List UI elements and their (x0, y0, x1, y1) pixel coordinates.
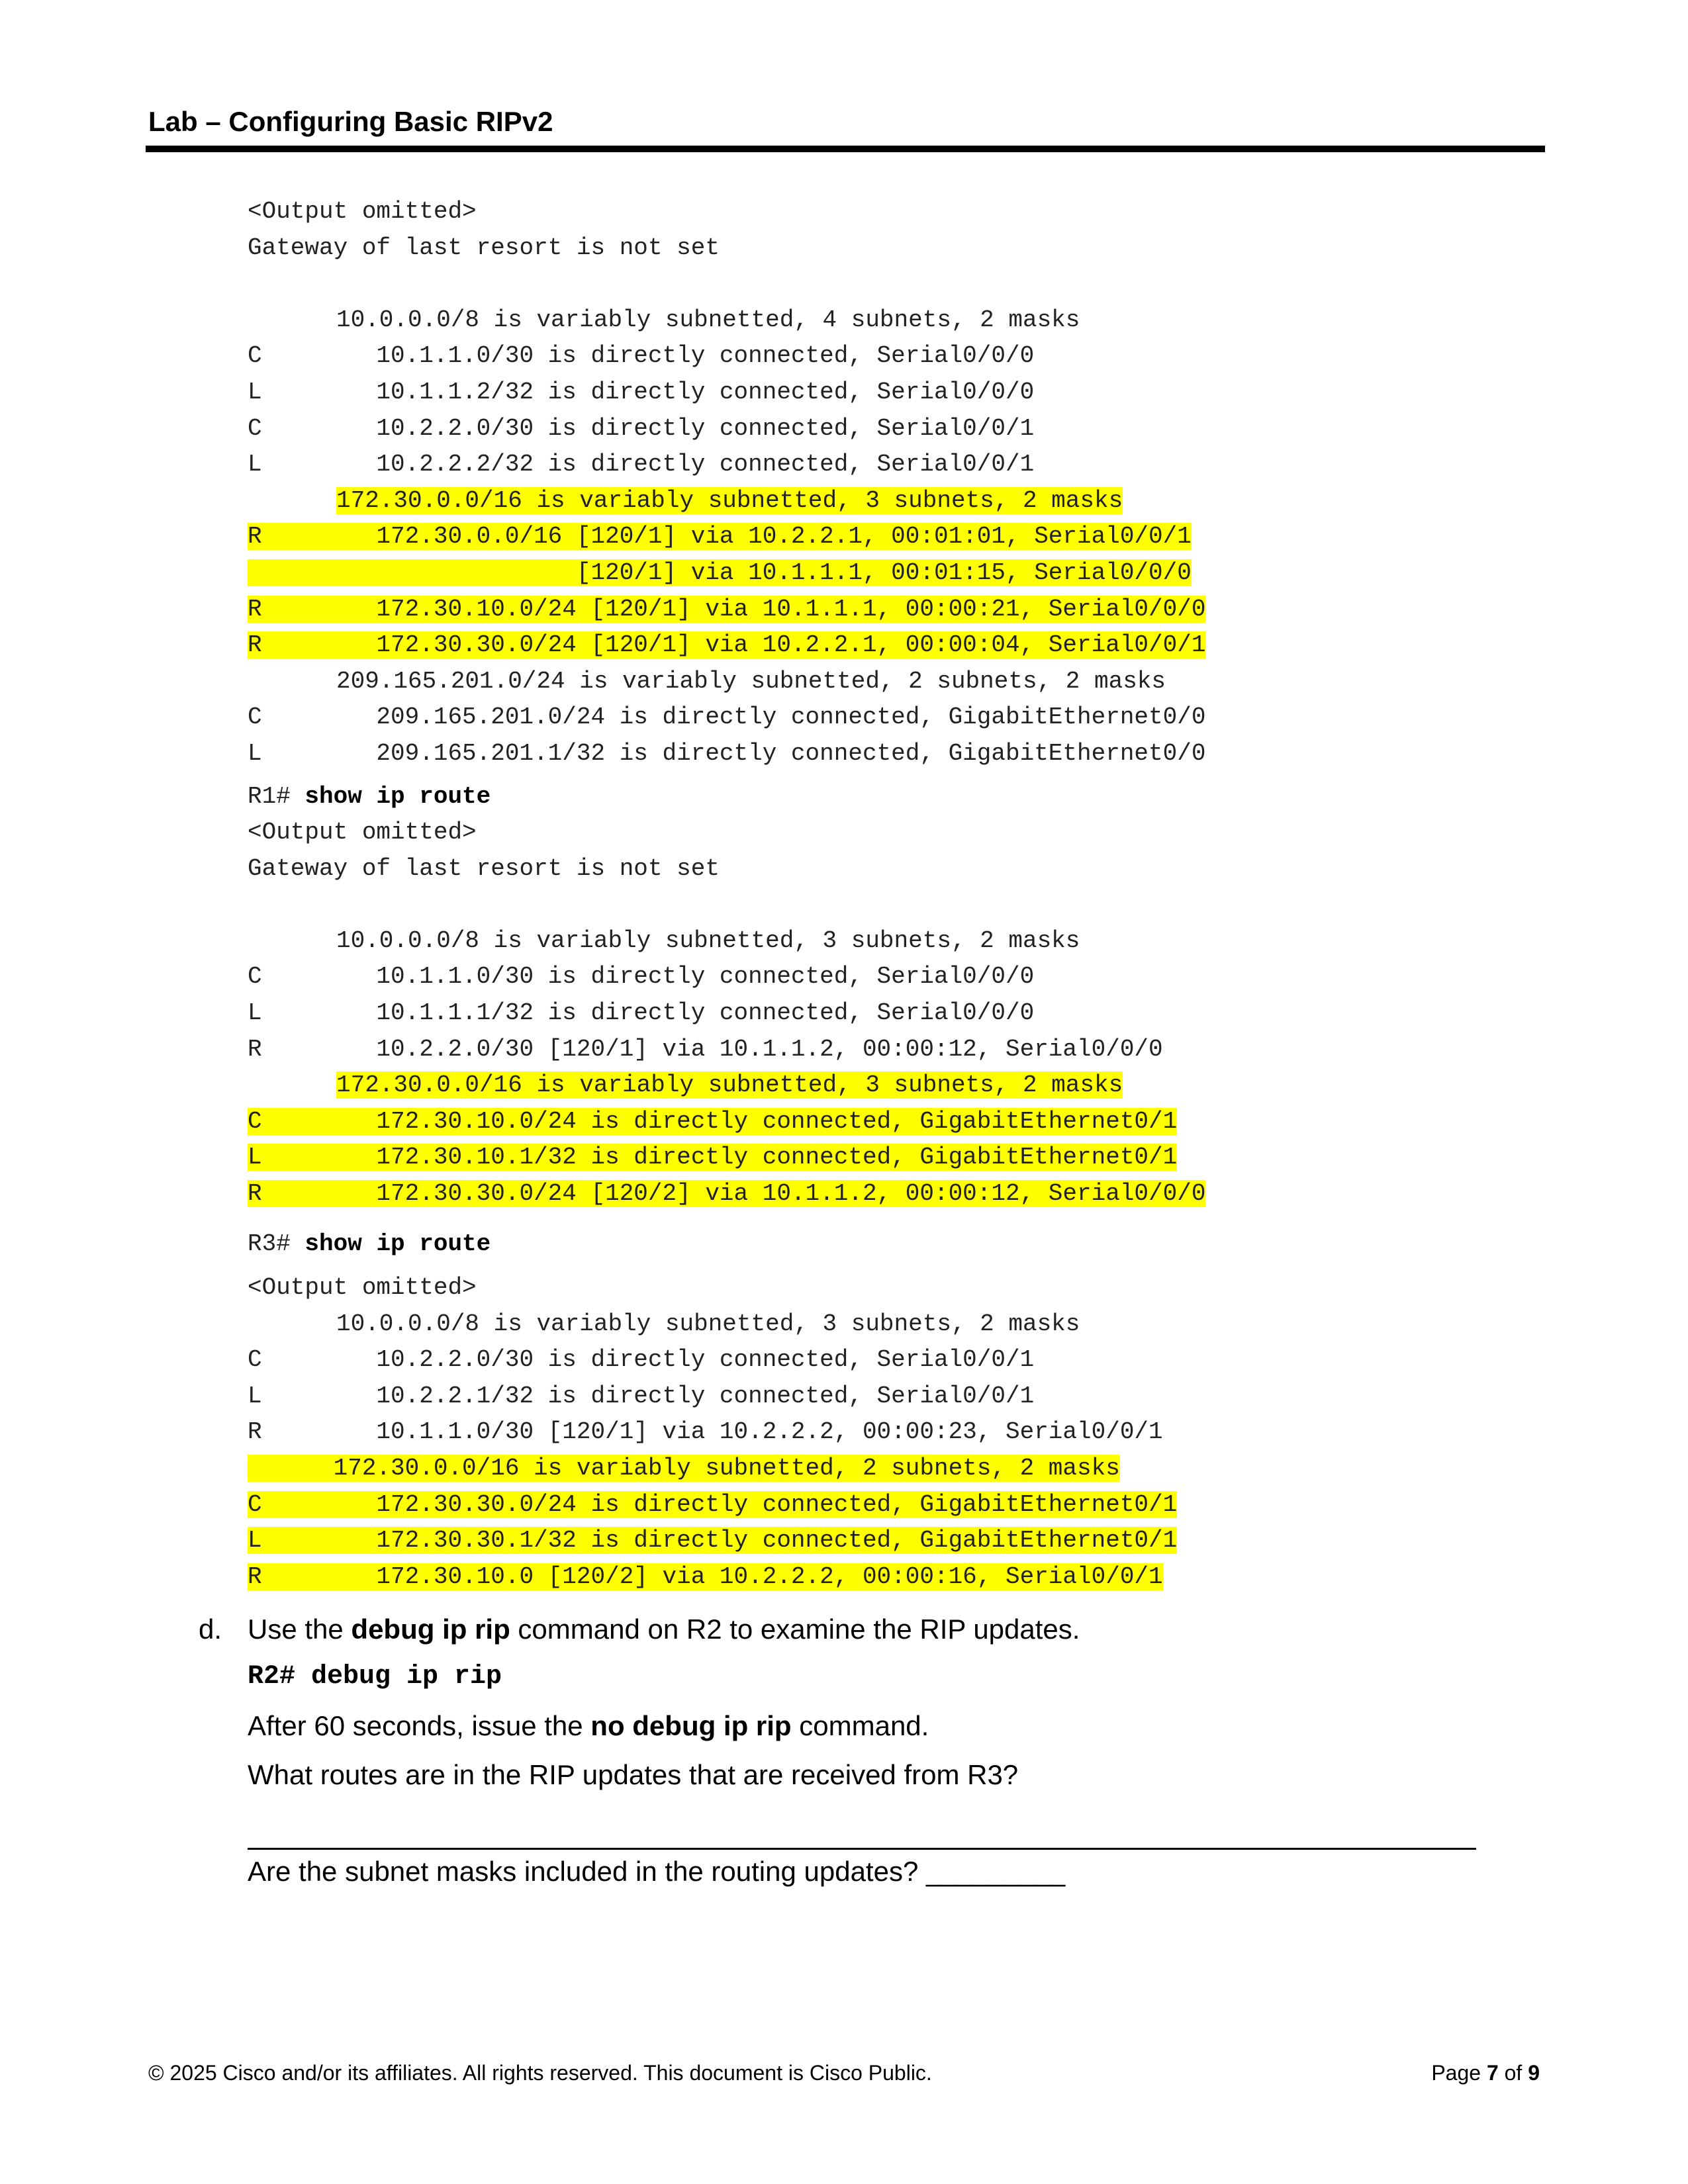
code-line-text: L 10.2.2.1/32 is directly connected, Serial0/0/1 (248, 1382, 1035, 1410)
code-line-text: 172.30.0.0/16 is variably subnetted, 2 subnets, 2 masks (248, 1455, 1120, 1482)
code-line (248, 1103, 1688, 1140)
code-line (248, 995, 1688, 1031)
code-line-text: 10.0.0.0/8 is variably subnetted, 4 subnets, 2 masks (336, 306, 1080, 334)
code-line (336, 663, 1688, 700)
footer-page-number: Page 7 of 9 (1431, 2061, 1540, 2085)
code-line (336, 1306, 1688, 1342)
code-line-text: L 209.165.201.1/32 is directly connected, GigabitEthernet0/0 (248, 740, 1206, 767)
step-letter: d. (199, 1614, 222, 1645)
code-line (248, 1031, 1688, 1068)
command-line (248, 778, 1688, 815)
code-line (248, 958, 1688, 995)
code-line (248, 338, 1688, 374)
code-line-text: R 10.1.1.0/30 [120/1] via 10.2.2.2, 00:00:23, Serial0/0/1 (248, 1418, 1163, 1446)
code-line (248, 1342, 1688, 1378)
code-line-text: R 172.30.10.0 [120/2] via 10.2.2.2, 00:00:16, Serial0/0/1 (248, 1563, 1163, 1590)
code-line-text: L 10.1.1.1/32 is directly connected, Serial0/0/0 (248, 999, 1035, 1026)
footer-copyright: © 2025 Cisco and/or its affiliates. All rights reserved. This document is Cisco Public. (148, 2061, 932, 2085)
code-line-text: 172.30.0.0/16 is variably subnetted, 3 subnets, 2 masks (336, 1071, 1123, 1099)
code-line (248, 230, 1688, 266)
page-header-title: Lab – Configuring Basic RIPv2 (148, 106, 553, 137)
code-line (248, 627, 1688, 663)
code-line-text: Gateway of last resort is not set (248, 234, 720, 261)
code-line-text: L 10.1.1.2/32 is directly connected, Serial0/0/0 (248, 379, 1035, 406)
code-line-text: 209.165.201.0/24 is variably subnetted, 2 subnets, 2 masks (336, 667, 1166, 695)
code-line-text: R 172.30.0.0/16 [120/1] via 10.2.2.1, 00:01:01, Serial0/0/1 (248, 523, 1192, 551)
code-line-text: <Output omitted> (248, 198, 477, 225)
code-line (248, 193, 1688, 230)
code-line (248, 886, 1688, 923)
code-line (248, 1450, 1688, 1486)
debug-command: R2# debug ip rip (248, 1662, 502, 1692)
code-line-text: R3# (248, 1230, 305, 1257)
code-line (248, 735, 1688, 772)
code-line-text: <Output omitted> (248, 819, 477, 846)
code-line (248, 374, 1688, 410)
code-line (248, 591, 1688, 627)
code-line (248, 1486, 1688, 1523)
question-subnet-masks: Are the subnet masks included in the routing updates? _________ (248, 1856, 1066, 1887)
command-text: show ip route (305, 783, 491, 810)
code-line-text: C 10.2.2.0/30 is directly connected, Serial0/0/1 (248, 1346, 1035, 1374)
code-line-text: C 10.1.1.0/30 is directly connected, Serial0/0/0 (248, 963, 1035, 991)
code-line-text: 172.30.0.0/16 is variably subnetted, 3 subnets, 2 masks (336, 486, 1123, 514)
question-routes: What routes are in the RIP updates that are received from R3? (248, 1759, 1019, 1790)
code-line (248, 1414, 1688, 1450)
code-line-text: Gateway of last resort is not set (248, 854, 720, 882)
code-line (248, 814, 1688, 850)
code-line-text: C 209.165.201.0/24 is directly connected, GigabitEthernet0/0 (248, 704, 1206, 731)
code-line (248, 555, 1688, 591)
code-line (248, 1175, 1688, 1212)
step-d-instruction: Use the debug ip rip command on R2 to examine the RIP updates. (248, 1614, 1080, 1645)
code-line-text: C 10.2.2.0/30 is directly connected, Serial0/0/1 (248, 414, 1035, 442)
code-line (336, 482, 1688, 519)
code-line (248, 446, 1688, 482)
code-line (336, 302, 1688, 338)
step-d-instruction-2: After 60 seconds, issue the no debug ip rip command. (248, 1710, 929, 1741)
code-line-text: R 172.30.10.0/24 [120/1] via 10.1.1.1, 00:00:21, Serial0/0/0 (248, 595, 1206, 623)
code-line-text: R1# (248, 783, 305, 810)
code-line (248, 518, 1688, 555)
code-line (248, 850, 1688, 887)
code-line-text: 10.0.0.0/8 is variably subnetted, 3 subnets, 2 masks (336, 927, 1080, 954)
code-line (248, 699, 1688, 735)
code-line-text: C 172.30.30.0/24 is directly connected, GigabitEthernet0/1 (248, 1490, 1178, 1518)
code-line-text: R 172.30.30.0/24 [120/1] via 10.2.2.1, 00:00:04, Serial0/0/1 (248, 631, 1206, 659)
code-line (248, 1559, 1688, 1595)
code-line-text: C 10.1.1.0/30 is directly connected, Serial0/0/0 (248, 342, 1035, 370)
code-line-text: <Output omitted> (248, 1274, 477, 1301)
code-line (248, 1269, 1688, 1306)
code-line-text: 10.0.0.0/8 is variably subnetted, 3 subnets, 2 masks (336, 1310, 1080, 1338)
code-line (248, 1522, 1688, 1559)
code-line-text: L 172.30.30.1/32 is directly connected, GigabitEthernet0/1 (248, 1527, 1178, 1555)
command-line (248, 1226, 1688, 1262)
code-line (248, 1378, 1688, 1414)
command-text: show ip route (305, 1230, 491, 1257)
code-line (336, 923, 1688, 959)
header-rule (146, 146, 1545, 152)
answer-line[interactable] (248, 1848, 1476, 1850)
code-line-text: R 172.30.30.0/24 [120/2] via 10.1.1.2, 00:00:12, Serial0/0/0 (248, 1180, 1206, 1207)
code-line-text: L 172.30.10.1/32 is directly connected, GigabitEthernet0/1 (248, 1144, 1178, 1171)
code-line-text: [120/1] via 10.1.1.1, 00:01:15, Serial0/0/0 (248, 559, 1192, 586)
code-line (248, 410, 1688, 447)
code-line (336, 1067, 1688, 1103)
code-line-text: L 10.2.2.2/32 is directly connected, Serial0/0/1 (248, 451, 1035, 478)
code-line (248, 265, 1688, 302)
code-line (248, 1139, 1688, 1175)
code-line-text: R 10.2.2.0/30 [120/1] via 10.1.1.2, 00:00:12, Serial0/0/0 (248, 1035, 1163, 1063)
code-line-text: C 172.30.10.0/24 is directly connected, GigabitEthernet0/1 (248, 1107, 1178, 1135)
